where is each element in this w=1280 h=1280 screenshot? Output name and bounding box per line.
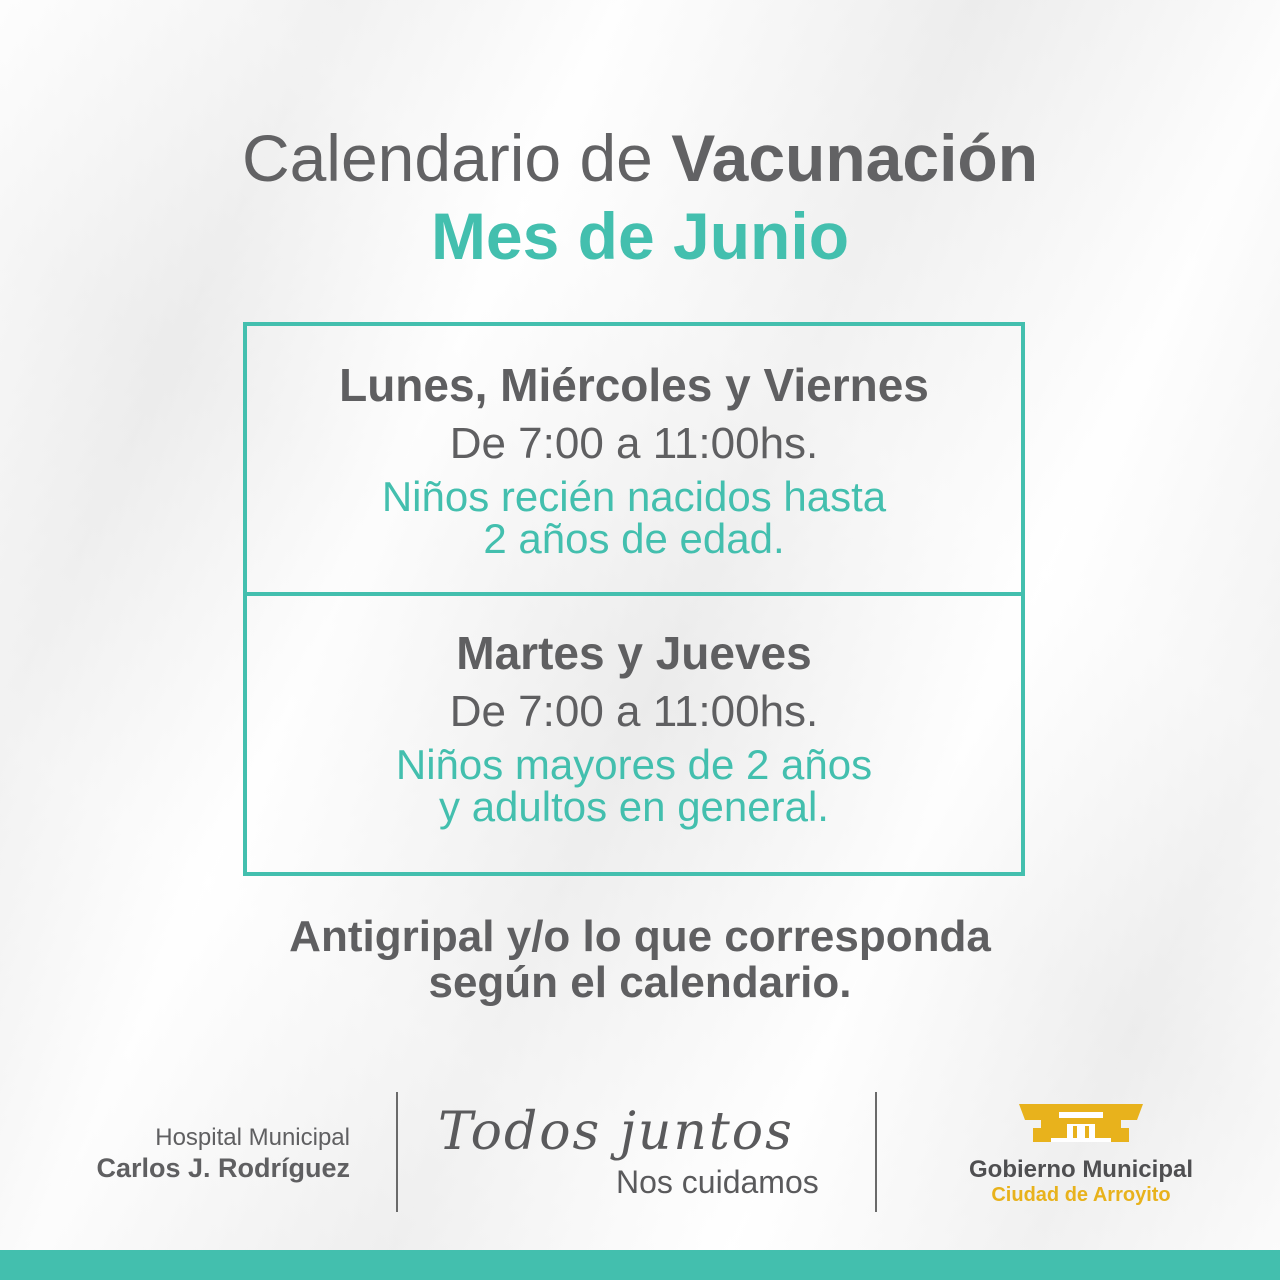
schedule-group-line: y adultos en general.: [439, 783, 829, 830]
schedule-hours: De 7:00 a 11:00hs.: [449, 687, 819, 736]
schedule-group-line: Niños recién nacidos hasta: [381, 473, 887, 520]
page-subtitle: Mes de Junio: [430, 199, 850, 273]
schedule-group-line: 2 años de edad.: [483, 515, 785, 562]
page-title: [0, 118, 1280, 198]
schedule-divider: [247, 592, 1021, 596]
slogan-sub: Nos cuidamos: [616, 1164, 819, 1200]
government-logo: [946, 1098, 1216, 1206]
government-name: Gobierno Municipal: [968, 1156, 1193, 1183]
schedule-block: [247, 356, 1021, 560]
bottom-accent-bar: [0, 1250, 1280, 1280]
schedule-group: [247, 473, 1021, 562]
vaccine-note: [0, 914, 1280, 1006]
schedule-block: [247, 624, 1021, 828]
municipal-building-icon: [1011, 1098, 1151, 1146]
schedule-hours: De 7:00 a 11:00hs.: [449, 419, 819, 468]
schedule-box: [243, 322, 1025, 876]
title-bold: Vacunación: [671, 121, 1039, 195]
hospital-label: Hospital Municipal: [155, 1124, 350, 1151]
schedule-group: [247, 741, 1021, 830]
government-city: Ciudad de Arroyito: [991, 1184, 1171, 1206]
slogan: [430, 1100, 850, 1210]
footer-divider: [396, 1092, 398, 1212]
schedule-days: Lunes, Miércoles y Viernes: [339, 359, 929, 411]
hospital-name: Carlos J. Rodríguez: [96, 1153, 350, 1183]
footer-divider: [875, 1092, 877, 1212]
schedule-days: Martes y Jueves: [456, 627, 812, 679]
schedule-group-line: Niños mayores de 2 años: [395, 741, 873, 788]
title-light: Calendario de: [241, 121, 653, 195]
hospital-logo: [40, 1124, 350, 1184]
note-line: Antigripal y/o lo que corresponda: [289, 912, 991, 961]
slogan-script: Todos juntos: [438, 1102, 794, 1162]
note-line: según el calendario.: [428, 958, 852, 1007]
